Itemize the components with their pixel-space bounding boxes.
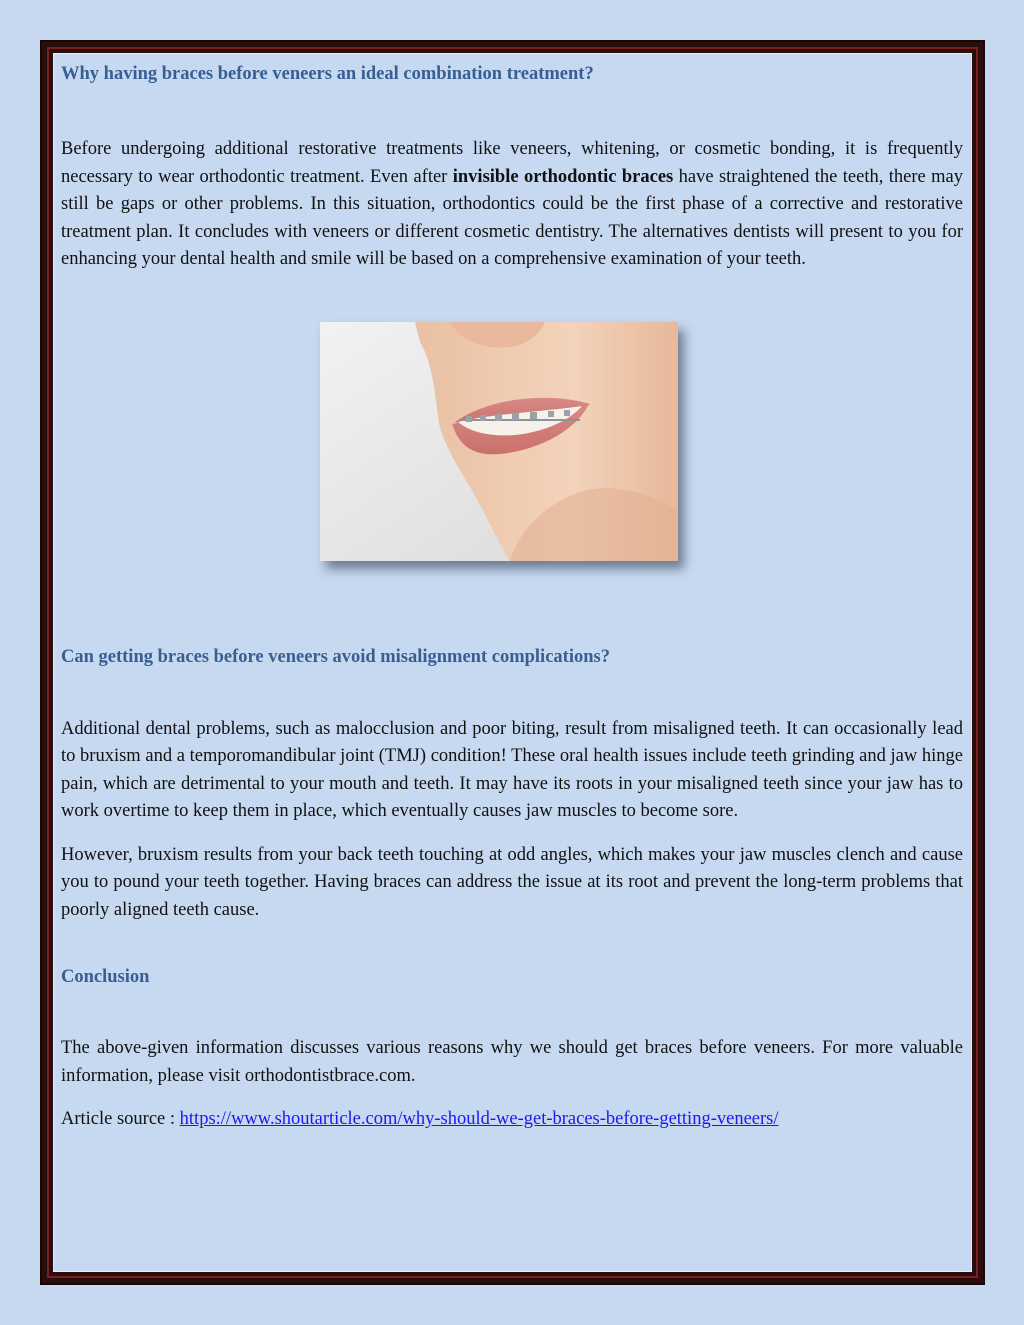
article-content (61, 58, 963, 1134)
intro-paragraph (61, 136, 963, 274)
section-heading-conclusion: Conclusion (61, 967, 150, 987)
intro-text-start: Before undergoing additional restorative treatments like veneers, whitening, or cosmetic bonding, it is frequently necessary to wear orthodontic treatment. Even after (61, 139, 963, 187)
conclusion-paragraph: The above-given information discusses various reasons why we should get braces before veneers. For more valuable information, please visit orthodontistbrace.com. (61, 1038, 963, 1086)
misalignment-paragraph: Additional dental problems, such as malocclusion and poor biting, result from misaligned teeth. It can occasionally lead to bruxism and a temporomandibular joint (TMJ) condition! These oral health issues include teeth grinding and jaw hinge pain, which are detrimental to your mouth and teeth. It may have its roots in your misaligned teeth since your jaw has to work overtime to keep them in place, which eventually causes jaw muscles to become sore. (61, 718, 963, 821)
braces-smile-photo (320, 322, 678, 561)
article-source-line (61, 1106, 963, 1134)
article-source-label: Article source : (61, 1109, 180, 1129)
section-heading-braces-before-veneers: Why having braces before veneers an ideal combination treatment? (61, 64, 594, 84)
intro-text-end: have straightened the teeth, there may still be gaps or other problems. In this situation, orthodontics could be the first phase of a corrective and restorative treatment plan. It concludes with veneers or different cosmetic dentistry. The alternatives dentists will present to you for enhancing your dental health and smile will be based on a comprehensive examination of your teeth. (61, 166, 964, 269)
article-source-link[interactable]: https://www.shoutarticle.com/why-should-we-get-braces-before-getting-veneers/ (179, 1109, 779, 1129)
bruxism-paragraph: However, bruxism results from your back teeth touching at odd angles, which makes your jaw muscles clench and cause you to pound your teeth together. Having braces can address the issue at its root and prevent the long-term problems that poorly aligned teeth cause. (61, 844, 963, 920)
invisible-braces-keyword: invisible orthodontic braces (452, 166, 674, 187)
section-heading-misalignment: Can getting braces before veneers avoid misalignment complications? (61, 646, 610, 667)
